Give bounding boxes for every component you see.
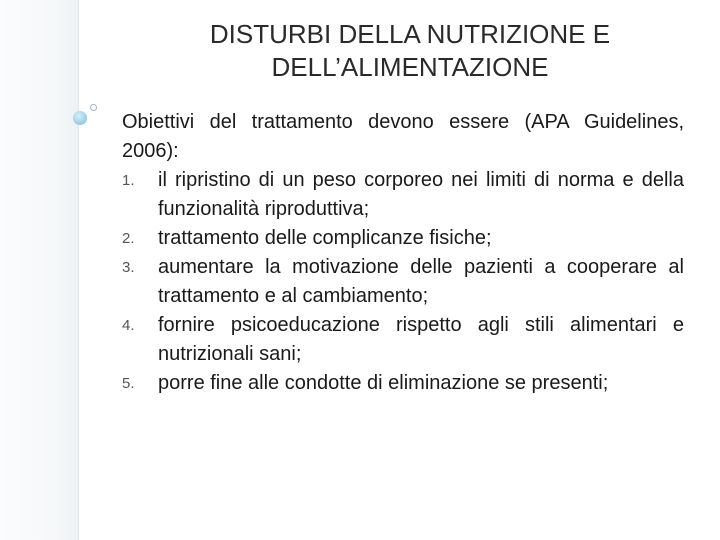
list-item-number: 4. — [122, 317, 135, 334]
list-item — [122, 311, 684, 369]
intro-text: Obiettivi del trattamento devono essere (APA Guidelines, 2006): — [122, 111, 684, 162]
list-item-text: aumentare la motivazione delle pazienti a cooperare al trattamento e al cambiamento; — [158, 256, 684, 307]
list-item — [122, 166, 684, 224]
side-band-decoration — [0, 0, 79, 540]
list-item-number: 5. — [122, 375, 135, 392]
list-item — [122, 369, 684, 398]
slide-title — [110, 18, 710, 84]
bullet-circle-decoration — [73, 111, 87, 125]
title-line-2: DELL’ALIMENTAZIONE — [271, 52, 549, 82]
list-item-text: trattamento delle complicanze fisiche; — [158, 227, 492, 249]
objectives-list — [122, 166, 684, 398]
small-circle-decoration — [90, 104, 97, 111]
list-item-text: porre fine alle condotte di eliminazione se presenti; — [158, 372, 609, 394]
list-item — [122, 253, 684, 311]
list-item-text: fornire psicoeducazione rispetto agli stili alimentari e nutrizionali sani; — [158, 314, 684, 365]
list-item-number: 1. — [122, 172, 135, 189]
list-item-number: 2. — [122, 230, 135, 247]
list-item — [122, 224, 684, 253]
list-item-number: 3. — [122, 259, 135, 276]
slide-body — [122, 108, 684, 398]
title-line-1: DISTURBI DELLA NUTRIZIONE E — [209, 19, 611, 49]
list-item-text: il ripristino di un peso corporeo nei limiti di norma e della funzionalità riproduttiva; — [158, 169, 684, 220]
